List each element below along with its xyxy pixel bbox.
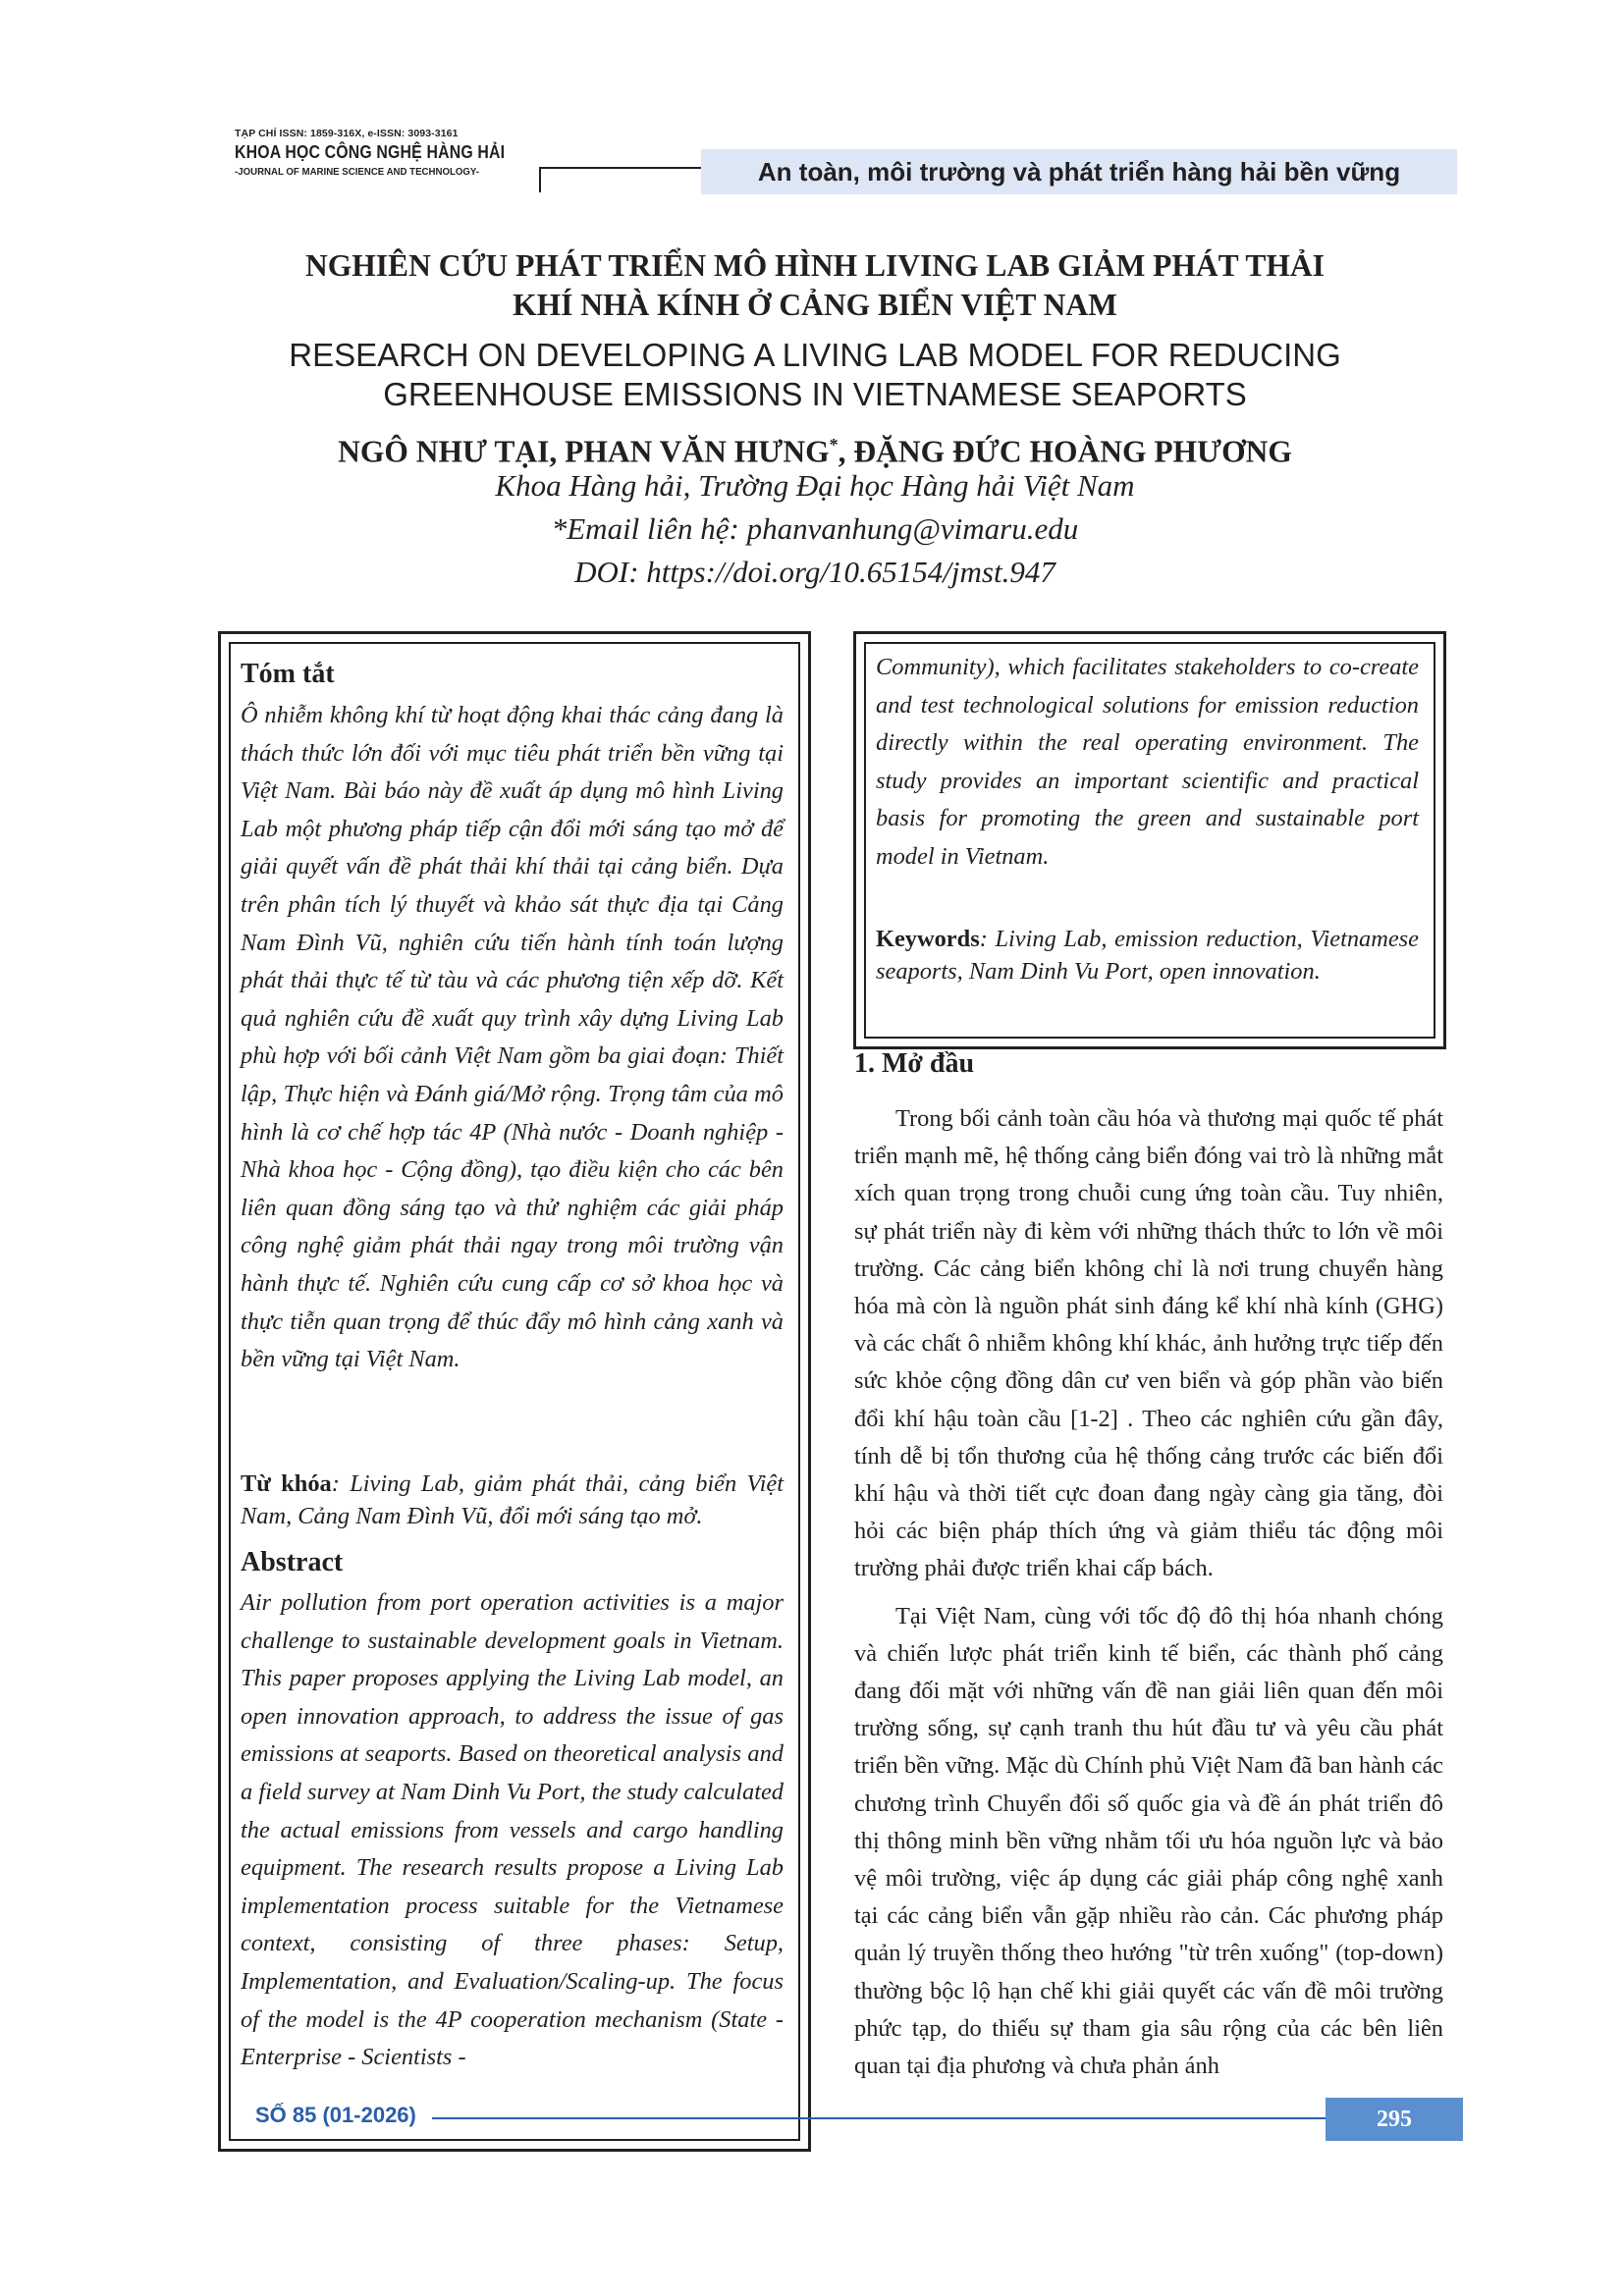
title-vietnamese-line2: KHÍ NHÀ KÍNH Ở CẢNG BIỂN VIỆT NAM [513,288,1117,322]
abstract-keywords-label: Keywords [876,926,980,952]
authors-part2: , ĐẶNG ĐỨC HOÀNG PHƯƠNG [838,434,1292,469]
tomtat-body: Ô nhiễm không khí từ hoạt động khai thác cảng đang là thách thức lớn đối với mục tiêu phát triển bền vững tại Việt Nam. Bài báo này đề xuất áp dụng mô hình Living Lab một phương pháp tiếp cận đổi mới sáng tạo mở để giải quyết vấn đề phát thải khí thải tại cảng biển. Dựa trên phân tích lý thuyết và khảo sát thực địa tại Cảng Nam Đình Vũ, nghiên cứu tiến hành tính toán lượng phát thải thực tế từ tàu và các phương tiện xếp dỡ. Kết quả nghiên cứu đề xuất quy trình xây dựng Living Lab phù hợp với bối cảnh Việt Nam gồm ba giai đoạn: Thiết lập, Thực hiện và Đánh giá/Mở rộng. Trọng tâm của mô hình là cơ chế hợp tác 4P (Nhà nước - Doanh nghiệp - Nhà khoa học - Cộng đồng), tạo điều kiện cho các bên liên quan đồng sáng tạo và thử nghiệm các giải pháp công nghệ giảm phát thải ngay trong môi trường vận hành thực tế. Nghiên cứu cung cấp cơ sở khoa học và thực tiễn quan trọng để thúc đẩy mô hình cảng xanh và bền vững tại Việt Nam. [241,702,784,1373]
abstract-body-right: Community), which facilitates stakeholders to co-create and test technological solutions for emission reduction directly within the real operating environment. The study provides an important scientific and practical basis for promoting the green and sustainable port model in Vietnam. [876,654,1419,870]
abstract-keywords [876,923,1419,988]
section-heading: 1. Mở đầu [854,1048,975,1079]
journal-issn: TẠP CHÍ ISSN: 1859-316X, e-ISSN: 3093-3161 [235,128,459,139]
page-number: 295 [1326,2098,1463,2141]
title-english-line2: GREENHOUSE EMISSIONS IN VIETNAMESE SEAPORTS [383,376,1247,412]
doi: DOI: https://doi.org/10.65154/jmst.947 [574,555,1056,589]
paragraph-1: Trong bối cảnh toàn cầu hóa và thương mại quốc tế phát triển mạnh mẽ, hệ thống cảng biển đóng vai trò là những mắt xích quan trọng trong chuỗi cung ứng toàn cầu. Tuy nhiên, sự phát triển này đi kèm với những thách thức to lớn về môi trường. Các cảng biển không chỉ là nơi trung chuyển hàng hóa mà còn là nguồn phát sinh đáng kể khí nhà kính (GHG) và các chất ô nhiễm không khí khác, ảnh hưởng trực tiếp đến sức khỏe cộng đồng dân cư ven biển và góp phần vào biến đổi khí hậu toàn cầu [1-2] . Theo các nghiên cứu gần đây, tính dễ bị tổn thương của hệ thống cảng trước các biến đổi khí hậu và thời tiết cực đoan đang ngày càng gia tăng, đòi hỏi các biện pháp thích ứng và giảm thiểu tác động môi trường phải được triển khai cấp bách. [854,1105,1443,1582]
tomtat-heading: Tóm tắt [241,659,335,689]
contact-email: *Email liên hệ: phanvanhung@vimaru.edu [551,511,1079,546]
abstract-body-left: Air pollution from port operation activities is a major challenge to sustainable development goals in Vietnam. This paper proposes applying the Living Lab model, an open innovation approach, to address the issue of gas emissions at seaports. Based on theoretical analysis and a field survey at Nam Dinh Vu Port, the study calculated the actual emissions from vessels and cargo handling equipment. The research results propose a Living Lab implementation process suitable for the Vietnamese context, consisting of three phases: Setup, Implementation, and Evaluation/Scaling-up. The focus of the model is the 4P cooperation mechanism (State - Enterprise - Scientists - [241,1589,784,2071]
tomtat-keywords [241,1468,784,1532]
abstract-heading: Abstract [241,1547,344,1577]
journal-name-en: -JOURNAL OF MARINE SCIENCE AND TECHNOLOGY- [235,166,480,178]
abstract-keywords-text: : Living Lab, emission reduction, Vietnamese seaports, Nam Dinh Vu Port, open innovation. [876,926,1419,985]
journal-name: KHOA HỌC CÔNG NGHỆ HÀNG HẢI [235,142,506,162]
footer-rule [432,2117,1326,2119]
title-vietnamese-line1: NGHIÊN CỨU PHÁT TRIỂN MÔ HÌNH LIVING LAB GIẢM PHÁT THẢI [305,248,1325,283]
journal-masthead [235,128,549,178]
paragraph-2: Tại Việt Nam, cùng với tốc độ đô thị hóa nhanh chóng và chiến lược phát triển kinh tế biển, các thành phố cảng đang đối mặt với những vấn đề nan giải liên quan đến môi trường sống, sự cạnh tranh thu hút đầu tư và yêu cầu phát triển bền vững. Mặc dù Chính phủ Việt Nam đã ban hành các chương trình Chuyển đổi số quốc gia và đề án phát triển đô thị thông minh bền vững nhằm tối ưu hóa nguồn lực và bảo vệ môi trường, việc áp dụng các giải pháp công nghệ xanh tại các cảng biển vẫn gặp nhiều rào cản. Các phương pháp quản lý truyền thống theo hướng "từ trên xuống" (top-down) thường bộc lộ hạn chế khi giải quyết các vấn đề môi trường phức tạp, do thiếu sự tham gia sâu rộng của các bên liên quan tại địa phương và chưa phản ánh [854,1602,1443,2080]
affiliation: Khoa Hàng hải, Trường Đại học Hàng hải Việt Nam [495,468,1135,503]
authors-part1: NGÔ NHƯ TẠI, PHAN VĂN HƯNG [338,434,830,469]
issue-number: SỐ 85 (01-2026) [255,2103,416,2127]
masthead-divider [539,167,703,192]
authors [177,425,1453,472]
corresponding-mark: * [829,435,839,454]
section1-body [854,1100,1443,2085]
title-english-line1: RESEARCH ON DEVELOPING A LIVING LAB MODEL FOR REDUCING [289,337,1341,373]
section-banner: An toàn, môi trường và phát triển hàng hải bền vững [701,149,1457,194]
tomtat-keywords-label: Từ khóa [241,1470,332,1497]
tomtat-keywords-text: : Living Lab, giảm phát thải, cảng biển Việt Nam, Cảng Nam Đình Vũ, đổi mới sáng tạo mở. [241,1470,784,1529]
